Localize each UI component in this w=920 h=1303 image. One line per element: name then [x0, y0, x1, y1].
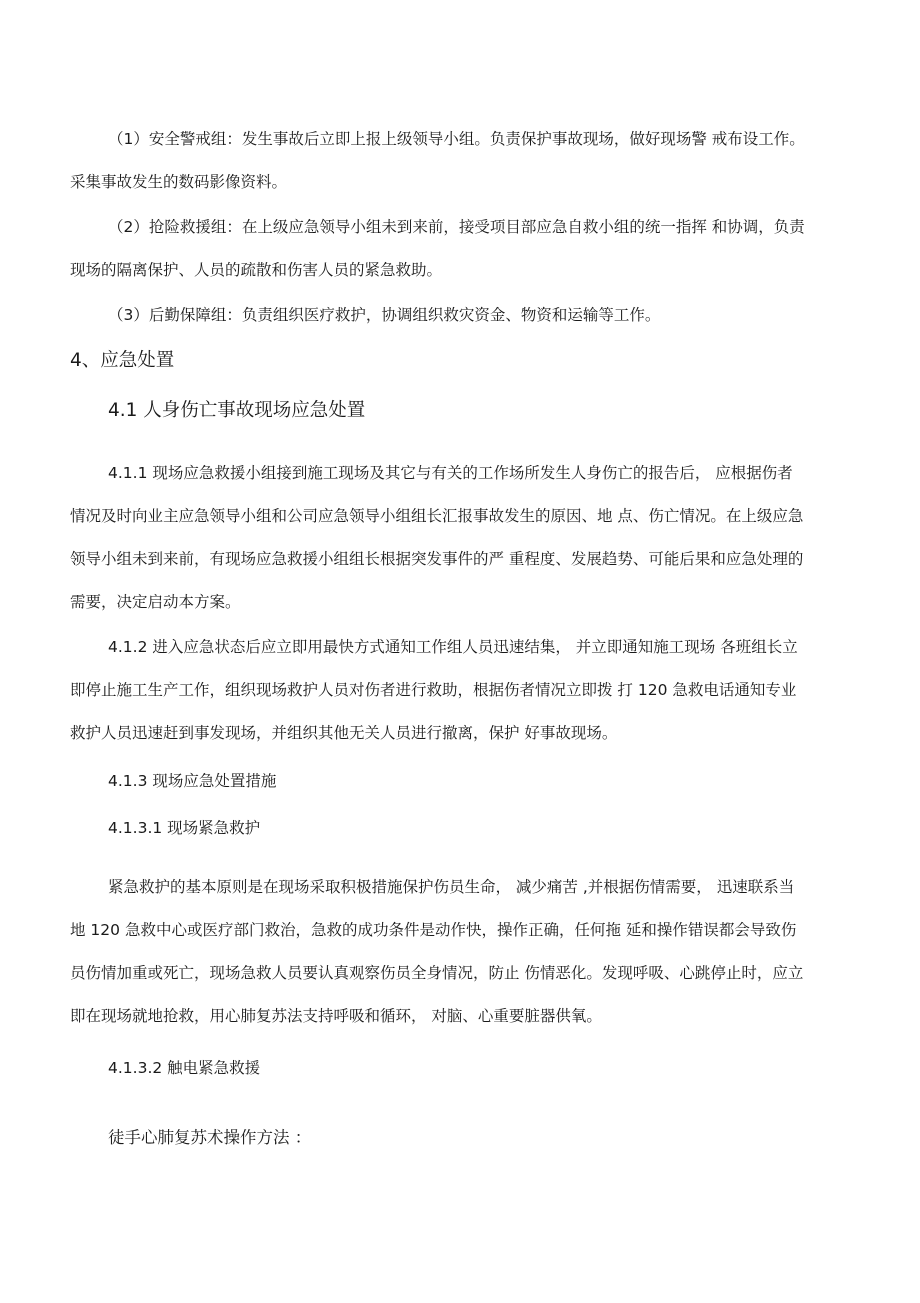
paragraph-4-1-2 — [70, 626, 840, 755]
paragraph-logistics-group — [70, 294, 840, 337]
text-line: 需要，决定启动本方案。 — [70, 593, 241, 611]
subsection-heading-casualty-response: 4.1 人身伤亡事故现场应急处置 — [108, 400, 366, 421]
text-line: 4.1.2 进入应急状态后应立即用最快方式通知工作组人员迅速结集， 并立即通知施工现场 各班组长立 — [108, 638, 798, 656]
text-line: （3）后勤保障组：负责组织医疗救护，协调组织救灾资金、物资和运输等工作。 — [108, 306, 661, 324]
text-line: 情况及时向业主应急领导小组和公司应急领导小组组长汇报事故发生的原因、地 点、伤亡情况。在上级应急 — [70, 507, 804, 525]
text-line: 即在现场就地抢救，用心肺复苏法支持呼吸和循环， 对脑、心重要脏器供氧。 — [70, 1007, 602, 1025]
text-line: 救护人员迅速赶到事发现场，并组织其他无关人员进行撤离，保护 好事故现场。 — [70, 724, 618, 742]
text-line: 领导小组未到来前，有现场应急救援小组组长根据突发事件的严 重程度、发展趋势、可能后果和应急处理的 — [70, 550, 804, 568]
text-line: 紧急救护的基本原则是在现场采取积极措施保护伤员生命， 减少痛苦 ,并根据伤情需要， 迅速联系当 — [108, 878, 795, 896]
heading-4-1-3-2: 4.1.3.2 触电紧急救援 — [108, 1059, 261, 1077]
heading-4-1-3-1: 4.1.3.1 现场紧急救护 — [108, 819, 261, 837]
paragraph-rescue-group — [70, 206, 840, 292]
text-line: 4.1.1 现场应急救援小组接到施工现场及其它与有关的工作场所发生人身伤亡的报告后， 应根据伤者 — [108, 464, 793, 482]
text-line: 现场的隔离保护、人员的疏散和伤害人员的紧急救助。 — [70, 261, 443, 279]
paragraph-first-aid — [70, 866, 840, 1038]
text-line: 即停止施工生产工作，组织现场救护人员对伤者进行救助，根据伤者情况立即拨 打 120 急救电话通知专业 — [70, 681, 797, 699]
paragraph-safety-guard-group — [70, 118, 840, 204]
paragraph-cpr-method: 徒手心肺复苏术操作方法 ： — [108, 1128, 312, 1147]
text-line: （1）安全警戒组：发生事故后立即上报上级领导小组。负责保护事故现场，做好现场警 戒布设工作。 — [108, 130, 805, 148]
text-line: （2）抢险救援组：在上级应急领导小组未到来前，接受项目部应急自救小组的统一指挥 和协调，负责 — [108, 218, 805, 236]
section-heading-emergency-response: 4、应急处置 — [70, 350, 175, 371]
paragraph-4-1-1 — [70, 452, 840, 624]
text-line: 地 120 急救中心或医疗部门救治，急救的成功条件是动作快，操作正确，任何拖 延和操作错误都会导致伤 — [70, 921, 797, 939]
heading-4-1-3: 4.1.3 现场应急处置措施 — [108, 772, 277, 790]
text-line: 员伤情加重或死亡，现场急救人员要认真观察伤员全身情况，防止 伤情恶化。发现呼吸、心跳停止时，应立 — [70, 964, 804, 982]
text-line: 采集事故发生的数码影像资料。 — [70, 173, 288, 191]
